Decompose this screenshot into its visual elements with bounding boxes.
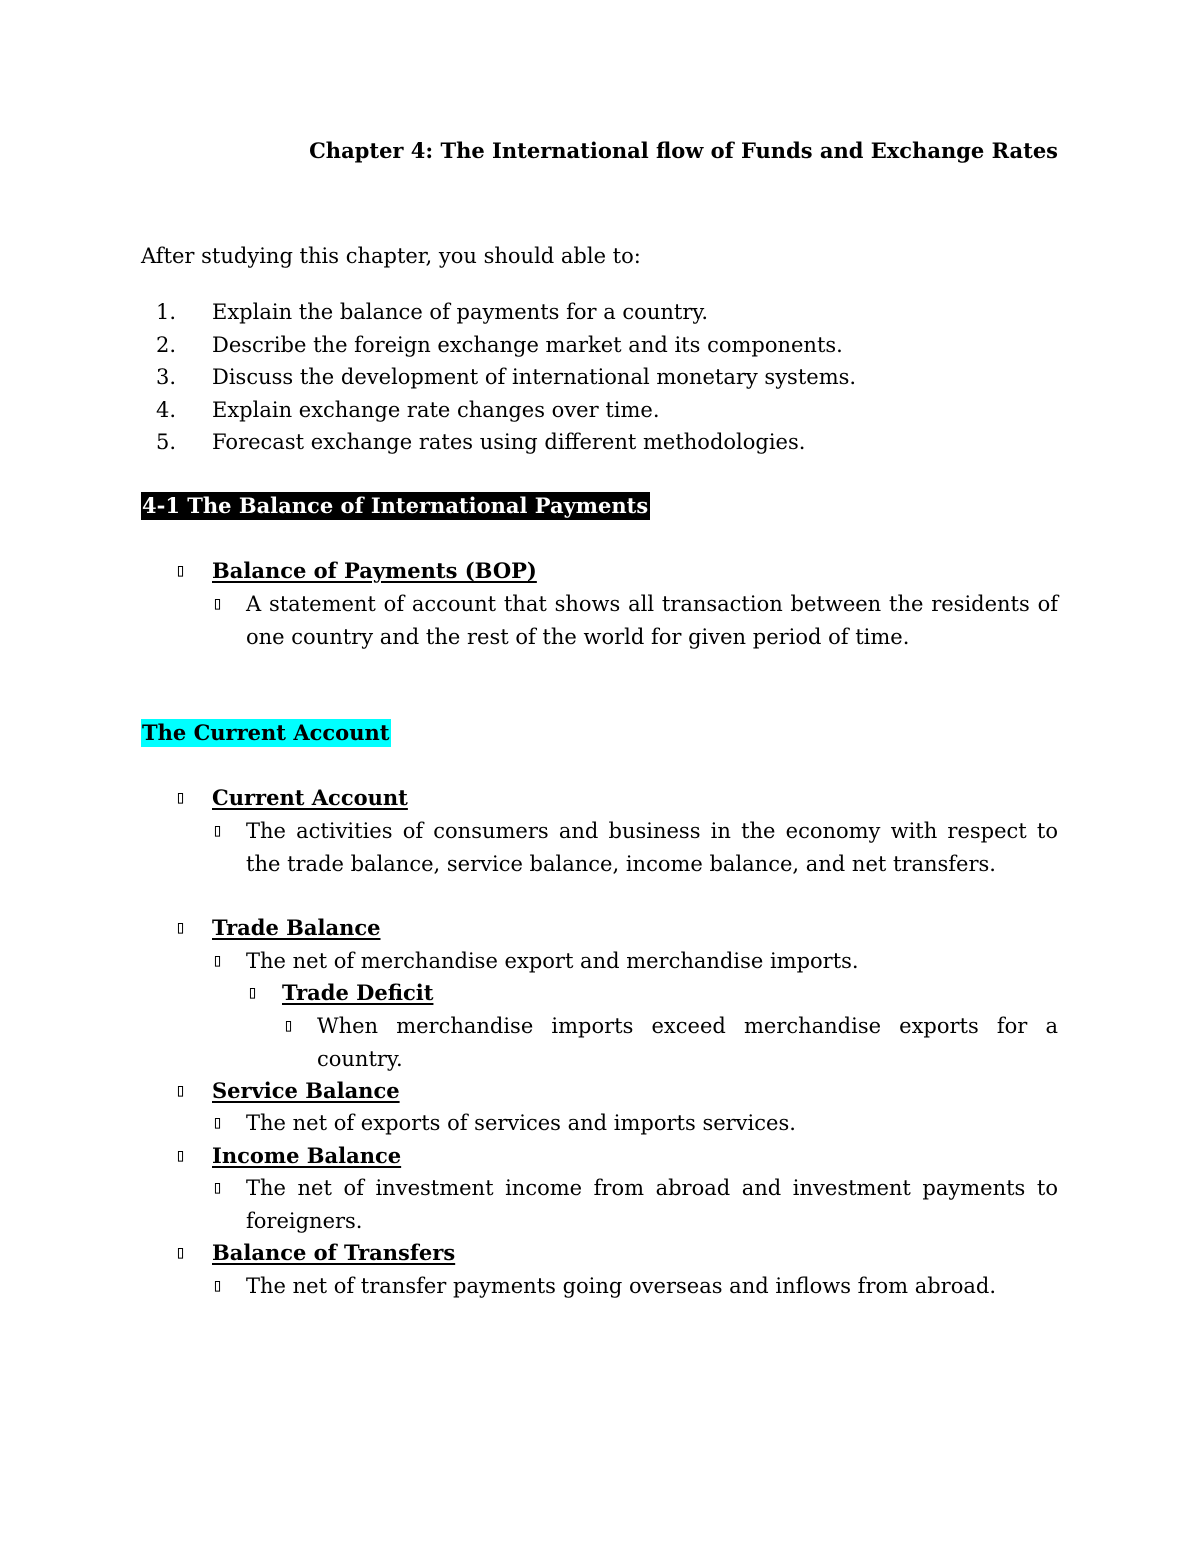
intro-text: After studying this chapter, you should able to: [141, 244, 641, 268]
bullet-icon: ▯ [175, 1080, 186, 1101]
bullet-icon: ▯ [247, 982, 258, 1003]
section-heading-balance-of-payments: 4-1 The Balance of International Payments [142, 493, 649, 518]
definition-bop: A statement of account that shows all transaction between the residents of one country and the rest of the world for given period of time. [246, 592, 1058, 649]
term-trade-balance: Trade Balance [212, 915, 381, 940]
bullet-icon: ▯ [212, 820, 223, 841]
section-heading-current-account: The Current Account [142, 720, 390, 745]
definition-income-balance: The net of investment income from abroad and investment payments to foreigners. [246, 1176, 1058, 1233]
definition-trade-deficit: When merchandise imports exceed merchandise exports for a country. [317, 1014, 1058, 1071]
definition-current-account: The activities of consumers and business in the economy with respect to the trade balance, service balance, income balance, and net transfers. [246, 819, 1058, 876]
term-income-balance: Income Balance [212, 1143, 402, 1168]
list-number: 2. [155, 332, 176, 357]
list-number: 3. [155, 365, 176, 389]
term-service-balance: Service Balance [212, 1078, 400, 1103]
list-number: 1. [155, 300, 176, 324]
chapter-title: Chapter 4: The International flow of Funds and Exchange Rates [309, 138, 1058, 163]
list-text: Forecast exchange rates using different methodologies. [212, 430, 806, 454]
list-text: Explain the balance of payments for a country. [212, 300, 709, 324]
list-text: Explain exchange rate changes over time. [212, 397, 660, 422]
list-item [141, 394, 1058, 427]
bullet-icon: ▯ [212, 1177, 223, 1198]
objectives-list [141, 296, 1058, 459]
list-text: Discuss the development of international monetary systems. [212, 365, 857, 389]
list-item [141, 296, 1058, 329]
list-number: 5. [155, 430, 176, 454]
bullet-icon: ▯ [283, 1015, 294, 1036]
definition-balance-of-transfers: The net of transfer payments going overseas and inflows from abroad. [246, 1274, 996, 1298]
list-item [141, 426, 1058, 459]
bullet-icon: ▯ [212, 1112, 223, 1133]
bullet-icon: ▯ [175, 1242, 186, 1263]
list-item [141, 329, 1058, 362]
bullet-icon: ▯ [175, 787, 186, 808]
bullet-icon: ▯ [212, 593, 223, 614]
list-number: 4. [155, 397, 176, 422]
bullet-icon: ▯ [212, 950, 223, 971]
definition-service-balance: The net of exports of services and imports services. [246, 1111, 796, 1135]
term-balance-of-transfers: Balance of Transfers [212, 1240, 456, 1265]
bullet-icon: ▯ [175, 560, 186, 581]
bullet-icon: ▯ [175, 1145, 186, 1166]
term-current-account: Current Account [212, 785, 408, 810]
bullet-icon: ▯ [175, 917, 186, 938]
list-item [141, 361, 1058, 394]
bullet-icon: ▯ [212, 1275, 223, 1296]
term-bop: Balance of Payments (BOP) [212, 558, 537, 583]
definition-trade-balance: The net of merchandise export and merchandise imports. [246, 949, 859, 973]
term-trade-deficit: Trade Deficit [282, 980, 434, 1005]
list-text: Describe the foreign exchange market and its components. [212, 332, 843, 357]
